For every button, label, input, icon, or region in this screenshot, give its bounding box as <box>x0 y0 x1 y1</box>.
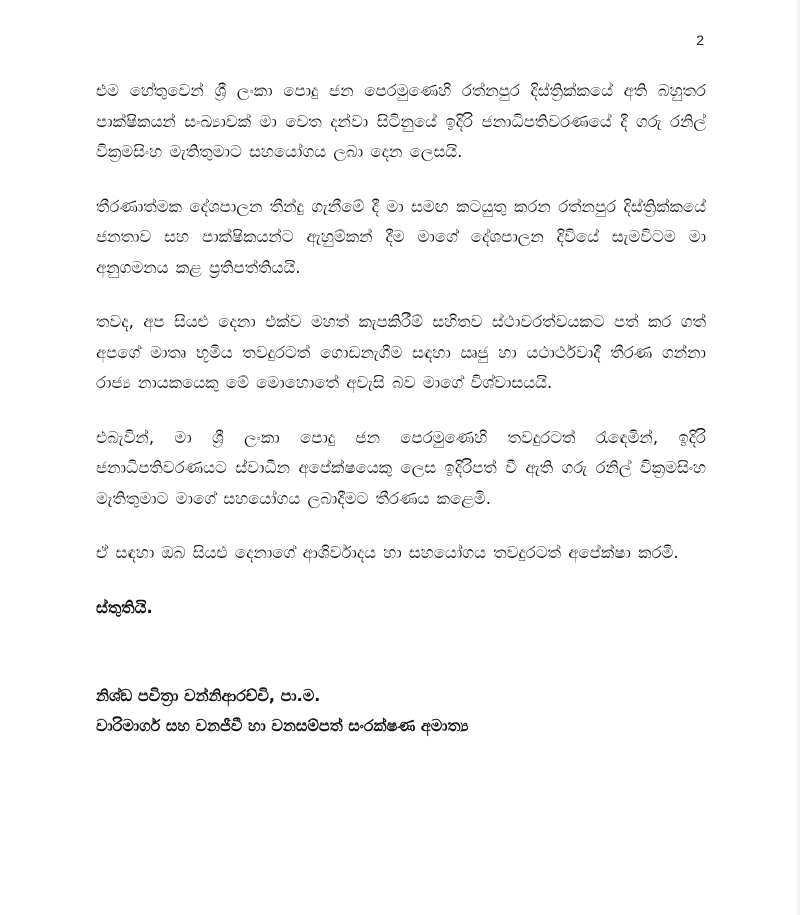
paragraph-3: තවද, අප සියළු දෙනා එක්ව මහත් කැපකිරීම් සහිතව ස්ථාවරත්වයකට පත් කර ගත් අපගේ මාතෘ භූමිය තවදුරටත් ගොඩනැගීම සඳහා ඍජු හා යථාර්ථවාදී තීරණ ගන්නා රාජ්‍ය නායකයෙකු මේ මොහොතේ අවැසි බව මාගේ විශ්වාසයයි. <box>96 312 706 392</box>
paragraph-2: තීරණාත්මක දේශපාලන තීන්දු ගැනීමේ දී මා සමඟ කටයුතු කරන රත්නපුර දිස්ත්‍රික්කයේ ජනතාව සහ පාක්ෂිකයන්ට ඇහුම්කන් දීම මාගේ දේශපාලන දිවියේ සැමවිටම මා අනුගමනය කළ ප්‍රතිපත්තියයි. <box>96 196 706 277</box>
signatory-title: වාරිමාර්ග සහ වනජීවී හා වනසම්පත් සංරක්ෂණ අමාත්‍ය <box>96 715 469 735</box>
signatory-name: නිශ්ඞ පවිත්‍රා වන්නිආරච්චි, පා.ම. <box>96 685 321 705</box>
paragraph-5: ඒ සඳහා ඔබ සියළු දෙනාගේ ආශිර්වාදය හා සහයෝගය තවදුරටත් අපේක්ෂා කරමි. <box>96 543 679 562</box>
paragraph-4: එබැවින්, මා ශ්‍රී ලංකා පොදු ජන පෙරමුණෙහි තවදුරටත් රැඳෙමින්, ඉදිරි ජනාධිපතිවරණයට ස්වාධීන අපේක්ෂයෙකු ලෙස ඉදිරිපත් වී ඇති ගරු රනිල් වික්‍රමසිංහ මැතිතුමාට මාගේ සහයෝගය ලබාදීමට තීරණය කළෙමි. <box>96 427 706 508</box>
letter-body <box>96 76 706 741</box>
page-number: 2 <box>696 32 704 48</box>
closing-thanks: ස්තුතියි. <box>96 597 153 617</box>
page-edge-shadow <box>794 0 800 915</box>
paragraph-1: එම හේතුවෙන් ශ්‍රී ලංකා පොදු ජන පෙරමුණෙහි රත්නපුර දිස්ත්‍රික්කයේ අති බහුතර පාක්ෂිකයන් සංඛ්‍යාවක් මා වෙත දන්වා සිටිනුයේ ඉදිරි ජනාධිපතිවරණයේ දී ගරු රනිල් වික්‍රමසිංහ මැතිතුමාට සහයෝගය ලබා දෙන ලෙසයි. <box>96 81 706 161</box>
signature-block <box>96 681 706 741</box>
